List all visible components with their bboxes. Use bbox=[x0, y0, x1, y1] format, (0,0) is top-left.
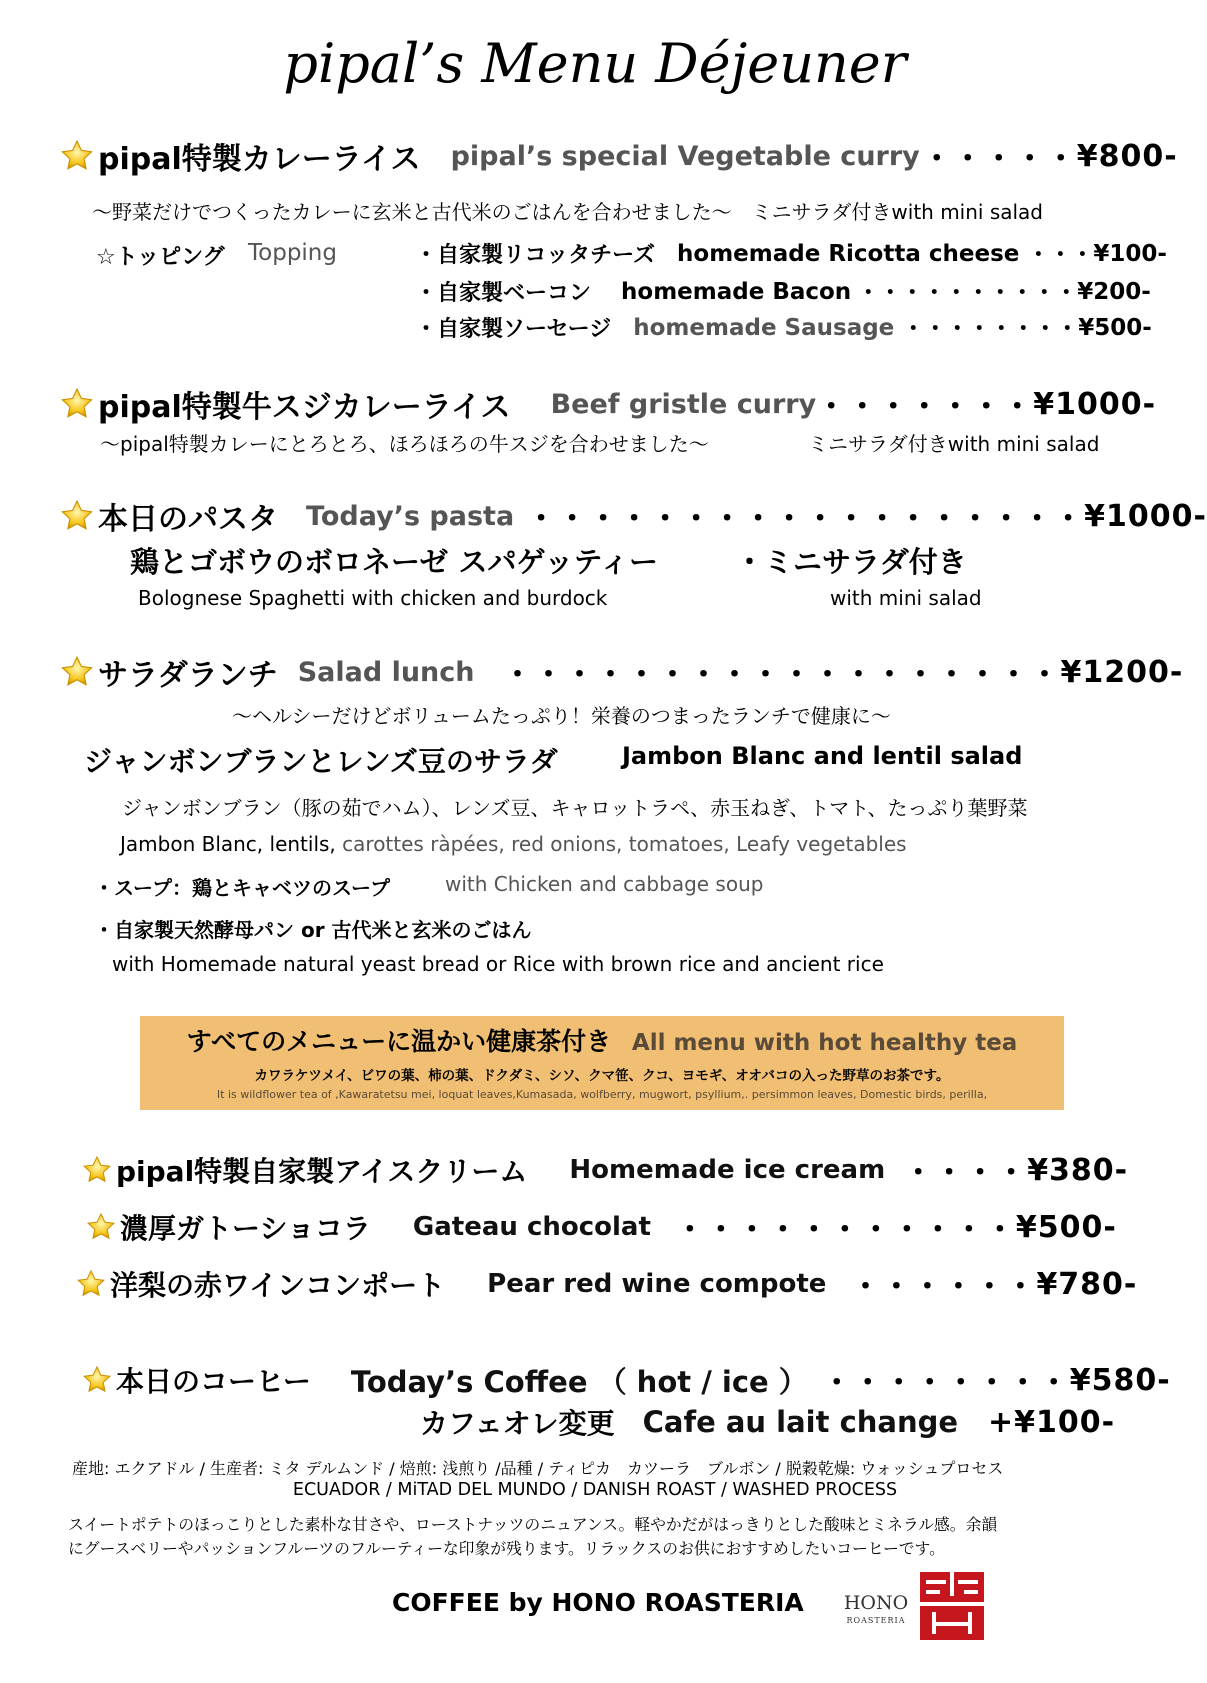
coffee-change-jp: カフェオレ変更 bbox=[420, 1407, 615, 1440]
coffee-price: ¥580- bbox=[1069, 1362, 1171, 1398]
roastery-logo-icon bbox=[920, 1572, 984, 1640]
coffee-change-price: +¥100- bbox=[988, 1404, 1116, 1440]
topping-price: ¥200- bbox=[1077, 278, 1151, 305]
pasta-dots: ・・・・・・・・・・・・・・・・・・ bbox=[526, 502, 1085, 537]
topping-name-en: homemade Sausage bbox=[633, 314, 895, 341]
tea-description-en: It is wildflower tea of ,Kawaratetsu mei, loquat leaves,Kumasada, wolfberry, mugwort, psyllium,. persimmon leaves, Domestic birds, perilla, bbox=[216, 1088, 988, 1101]
topping-name-en: homemade Bacon bbox=[621, 278, 852, 305]
menu-item-pasta bbox=[60, 494, 1207, 538]
roastery-logo-sub: ROASTERIA bbox=[846, 1616, 906, 1625]
tea-description-jp: カワラケツメイ、ビワの葉、柿の葉、ドクダミ、シソ、クマ笹、クコ、ヨモギ、オオバコの入った野草のお茶です。 bbox=[254, 1068, 950, 1084]
dessert-dots: ・・・・ bbox=[903, 1156, 1028, 1191]
page-title: pipal’s Menu Déjeuner bbox=[283, 32, 907, 95]
pasta-name-jp: 本日のパスタ bbox=[98, 502, 278, 537]
topping-dots: ・・・・・・・・ bbox=[902, 317, 1079, 342]
curry-name-jp: pipal特製カレーライス bbox=[98, 142, 421, 177]
salad-ingredients-en-b: carottes ràpées, red onions, tomatoes, Leafy vegetables bbox=[342, 832, 907, 856]
dessert-name-jp: 洋梨の赤ワインコンポート bbox=[110, 1269, 446, 1302]
dessert-price: ¥500- bbox=[1015, 1209, 1117, 1245]
dessert-dots: ・・・・・・ bbox=[850, 1270, 1037, 1305]
dessert-name-jp: pipal特製自家製アイスクリーム bbox=[116, 1155, 528, 1188]
coffee-dots: ・・・・・・・・ bbox=[821, 1366, 1070, 1401]
star-icon bbox=[86, 1212, 116, 1242]
menu-item-curry bbox=[60, 134, 1178, 178]
topping-row bbox=[415, 238, 1167, 269]
pasta-dish-en: Bolognese Spaghetti with chicken and burdock bbox=[138, 586, 608, 610]
topping-row bbox=[415, 312, 1152, 343]
salad-name-jp: サラダランチ bbox=[98, 658, 278, 693]
beef-name-en: Beef gristle curry bbox=[550, 388, 817, 420]
coffee-note-line-1: スイートポテトのほっこりとした素朴な甘さや、ローストナッツのニュアンス。軽やかだがはっきりとした酸味とミネラル感。余韻 bbox=[68, 1515, 998, 1534]
tea-title bbox=[140, 1022, 1064, 1058]
curry-description: 〜野菜だけでつくったカレーに玄米と古代米のごはんを合わせました〜 ミニサラダ付きwith mini salad bbox=[92, 200, 1044, 224]
menu-item-coffee bbox=[82, 1358, 1171, 1402]
coffee-origin-jp: 産地: エクアドル / 生産者: ミタ デルムンド / 焙煎: 浅煎り /品種 / ティピカ カツーラ ブルボン / 脱穀乾燥: ウォッシュプロセス bbox=[72, 1459, 1004, 1478]
topping-row bbox=[415, 276, 1151, 307]
coffee-change-row bbox=[420, 1402, 1115, 1442]
salad-dots: ・・・・・・・・・・・・・・・・・・ bbox=[502, 658, 1061, 693]
pasta-price: ¥1000- bbox=[1084, 498, 1207, 534]
dessert-item bbox=[86, 1205, 1117, 1249]
topping-dots: ・・・ bbox=[1027, 243, 1094, 268]
topping-label-jp: ☆トッピング bbox=[96, 245, 225, 270]
dessert-name-en: Homemade ice cream bbox=[569, 1155, 886, 1185]
dessert-name-en: Pear red wine compote bbox=[487, 1269, 827, 1299]
salad-ingredients-jp: ジャンボンブラン（豚の茹でハム）、レンズ豆、キャロットラペ、赤玉ねぎ、トマト、たっぷり葉野菜 bbox=[122, 796, 1028, 820]
beef-dots: ・・・・・・・ bbox=[816, 390, 1034, 425]
star-icon bbox=[82, 1365, 112, 1395]
dessert-dots: ・・・・・・・・・・・ bbox=[674, 1213, 1016, 1248]
dessert-name-en: Gateau chocolat bbox=[412, 1212, 651, 1242]
topping-name-jp: ・自家製ソーセージ bbox=[415, 317, 612, 342]
dessert-item bbox=[82, 1148, 1128, 1192]
coffee-change-en: Cafe au lait change bbox=[642, 1405, 959, 1439]
coffee-note-line-2: にグースベリーやパッションフルーツのフルーティーな印象が残ります。リラックスのお供におすすめしたいコーヒーです。 bbox=[68, 1539, 945, 1558]
beef-price: ¥1000- bbox=[1033, 386, 1157, 422]
star-icon bbox=[60, 139, 94, 173]
tea-notice bbox=[140, 1016, 1064, 1110]
coffee-name-jp: 本日のコーヒー bbox=[116, 1365, 311, 1398]
curry-dots: ・・・・・ bbox=[921, 142, 1077, 177]
star-icon bbox=[60, 655, 94, 689]
topping-label-en: Topping bbox=[248, 240, 337, 266]
salad-bread-en: with Homemade natural yeast bread or Rice with brown rice and ancient rice bbox=[112, 952, 884, 976]
pasta-dish-jp: 鶏とゴボウのボロネーゼ スパゲッティー bbox=[130, 545, 659, 579]
beef-description: 〜pipal特製カレーにとろとろ、ほろほろの牛スジを合わせました〜 bbox=[100, 432, 709, 456]
coffee-origin-en: ECUADOR / MiTAD DEL MUNDO / DANISH ROAST / WASHED PROCESS bbox=[292, 1480, 898, 1500]
beef-name-jp: pipal特製牛スジカレーライス bbox=[98, 390, 511, 425]
menu-item-salad-lunch bbox=[60, 650, 1183, 694]
star-icon bbox=[60, 387, 94, 421]
dessert-item bbox=[76, 1262, 1137, 1306]
menu-item-beef-curry bbox=[60, 382, 1156, 426]
star-icon bbox=[82, 1155, 112, 1185]
salad-name-en: Salad lunch bbox=[297, 656, 475, 688]
roastery-logo-name: HONO bbox=[843, 1592, 909, 1614]
salad-ingredients-en bbox=[120, 832, 907, 856]
coffee-name-en: Today’s Coffee （ hot / ice ） bbox=[350, 1364, 808, 1399]
dessert-price: ¥780- bbox=[1036, 1266, 1138, 1302]
salad-main-en: Jambon Blanc and lentil salad bbox=[622, 742, 1023, 770]
topping-price: ¥100- bbox=[1093, 240, 1167, 267]
tea-title-en: All menu with hot healthy tea bbox=[631, 1030, 1018, 1056]
salad-tagline: 〜ヘルシーだけどボリュームたっぷり！栄養のつまったランチで健康に〜 bbox=[232, 704, 891, 728]
topping-name-jp: ・自家製リコッタチーズ bbox=[415, 243, 656, 268]
star-icon bbox=[60, 499, 94, 533]
coffee-credit: COFFEE by HONO ROASTERIA bbox=[392, 1588, 804, 1617]
beef-salad-note: ミニサラダ付きwith mini salad bbox=[808, 432, 1100, 456]
topping-dots: ・・・・・・・・・・ bbox=[857, 281, 1078, 306]
topping-price: ¥500- bbox=[1078, 314, 1152, 341]
salad-ingredients-en-a: Jambon Blanc, lentils, bbox=[120, 832, 343, 856]
pasta-name-en: Today’s pasta bbox=[306, 500, 515, 532]
dessert-name-jp: 濃厚ガトーショコラ bbox=[120, 1212, 371, 1245]
curry-name-en: pipal’s special Vegetable curry bbox=[450, 140, 920, 172]
salad-soup-jp: ・スープ：鶏とキャベツのスープ bbox=[94, 876, 390, 900]
star-icon bbox=[76, 1269, 106, 1299]
pasta-salad-en: with mini salad bbox=[830, 586, 982, 610]
topping-name-en: homemade Ricotta cheese bbox=[677, 240, 1020, 267]
salad-bread-jp: ・自家製天然酵母パン or 古代米と玄米のごはん bbox=[94, 918, 532, 942]
pasta-salad-jp: ・ミニサラダ付き bbox=[735, 545, 967, 579]
topping-name-jp: ・自家製ベーコン bbox=[415, 281, 592, 306]
tea-title-jp: すべてのメニューに温かい健康茶付き bbox=[186, 1027, 612, 1056]
salad-price: ¥1200- bbox=[1060, 654, 1184, 690]
dessert-price: ¥380- bbox=[1027, 1152, 1129, 1188]
salad-main-jp: ジャンボンブランとレンズ豆のサラダ bbox=[84, 745, 558, 778]
salad-soup-en: with Chicken and cabbage soup bbox=[445, 872, 764, 896]
curry-price: ¥800- bbox=[1076, 138, 1178, 174]
